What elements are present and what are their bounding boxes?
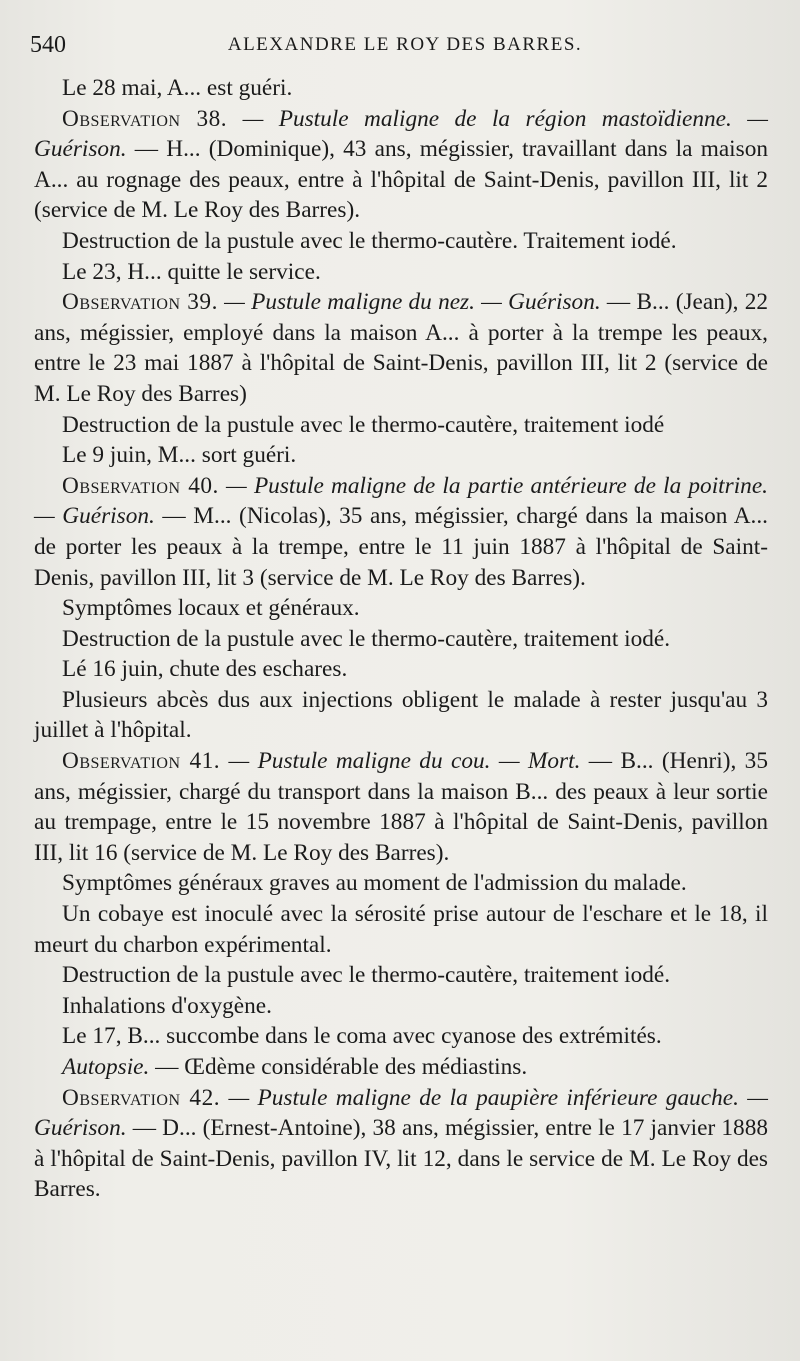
- observation-paragraph: [34, 471, 768, 593]
- page-body: [34, 73, 768, 1205]
- observation-label: Observation 41.: [62, 748, 221, 775]
- paragraph: [34, 685, 768, 746]
- autopsy-text: — Œdème considérable des médiastins.: [149, 1054, 528, 1080]
- observation-paragraph: [34, 1083, 768, 1205]
- autopsy-paragraph: [34, 1052, 768, 1083]
- paragraph: [34, 410, 768, 441]
- paragraph-text: Plusieurs abcès dus aux injections obligent le malade à rester jusqu'au 3 juillet à l'hôpital.: [34, 686, 768, 744]
- observation-paragraph: [34, 104, 768, 226]
- observation-title: — Pustule maligne du cou. — Mort.: [228, 748, 581, 775]
- paragraph-text: Lé 16 juin, chute des eschares.: [62, 656, 348, 683]
- paragraph: [34, 868, 768, 899]
- paragraph: [34, 899, 768, 960]
- paragraph-text: Destruction de la pustule avec le thermo-cautère, traitement iodé: [62, 411, 665, 438]
- observation-title: — Pustule maligne de la partie antérieure de la poitrine. — Guérison.: [34, 472, 768, 530]
- observation-text: — H... (Dominique), 43 ans, mégissier, travaillant dans la maison A... au rognage des peaux, entre à l'hôpital de Saint-Denis, pavillon III, lit 2 (service de M. Le Roy des Barres).: [34, 136, 768, 224]
- running-head: ALEXANDRE LE ROY DES BARRES.: [227, 34, 583, 55]
- observation-label: Observation 42.: [62, 1084, 221, 1111]
- paragraph-text: Le 23, H... quitte le service.: [62, 258, 321, 285]
- observation-label: Observation 38.: [62, 105, 228, 132]
- observation-title: — Pustule maligne de la région mastoïdienne. — Guérison.: [34, 105, 768, 163]
- observation-label: Observation 40.: [62, 472, 219, 499]
- paragraph-text: Le 28 mai, A... est guéri.: [62, 75, 293, 101]
- observation-label: Observation 39.: [62, 289, 218, 316]
- paragraph-text: Le 17, B... succombe dans le coma avec cyanose des extrémités.: [62, 1023, 662, 1050]
- paragraph: [34, 593, 768, 624]
- paragraph: [34, 960, 768, 991]
- paragraph: [34, 257, 768, 288]
- observation-text: — M... (Nicolas), 35 ans, mégissier, chargé dans la maison A... de porter les peaux à la trempe, entre le 11 juin 1887 à l'hôpital de Saint-Denis, pavillon III, lit 3 (service de M. Le Roy des Barres).: [34, 503, 769, 591]
- paragraph-text: Destruction de la pustule avec le thermo-cautère. Traitement iodé.: [62, 227, 677, 254]
- paragraph: [34, 991, 768, 1022]
- observation-title: — Pustule maligne de la paupière inférieure gauche. — Guérison.: [34, 1084, 768, 1142]
- observation-text: — B... (Henri), 35 ans, mégissier, chargé du transport dans la maison B... des peaux à leur sortie au trempage, entre le 15 novembre 1887 à l'hôpital de Saint-Denis, pavillon III, lit 16 (service de M. Le Roy des Barres).: [34, 748, 768, 866]
- paragraph-text: Symptômes généraux graves au moment de l'admission du malade.: [62, 870, 687, 897]
- observation-text: — D... (Ernest-Antoine), 38 ans, mégissier, entre le 17 janvier 1888 à l'hôpital de Saint-Denis, pavillon IV, lit 12, dans le service de M. Le Roy des Barres.: [34, 1115, 768, 1203]
- observation-paragraph: [34, 746, 768, 868]
- paragraph: [34, 1021, 768, 1052]
- paragraph: [34, 73, 768, 104]
- paragraph: [34, 624, 768, 655]
- observation-paragraph: [34, 287, 768, 409]
- page-number: 540: [30, 32, 66, 58]
- observation-title: — Pustule maligne du nez. — Guérison.: [224, 289, 601, 316]
- page-header: [30, 32, 760, 64]
- paragraph-text: Symptômes locaux et généraux.: [62, 595, 360, 622]
- autopsy-title: Autopsie.: [62, 1054, 150, 1080]
- paragraph-text: Un cobaye est inoculé avec la sérosité prise autour de l'eschare et le 18, il meurt du charbon expérimental.: [34, 901, 768, 958]
- paragraph-text: Destruction de la pustule avec le thermo-cautère, traitement iodé.: [62, 962, 671, 989]
- paragraph: [34, 654, 768, 685]
- paragraph-text: Inhalations d'oxygène.: [62, 992, 272, 1019]
- paragraph: [34, 440, 768, 471]
- paragraph-text: Le 9 juin, M... sort guéri.: [62, 442, 297, 469]
- paragraph: [34, 226, 768, 257]
- paragraph-text: Destruction de la pustule avec le thermo-cautère, traitement iodé.: [62, 625, 671, 652]
- observation-text: — B... (Jean), 22 ans, mégissier, employé dans la maison A... à porter à la trempe les peaux, entre le 23 mai 1887 à l'hôpital de Saint-Denis, pavillon III, lit 2 (service de M. Le Roy des Barres): [34, 289, 768, 407]
